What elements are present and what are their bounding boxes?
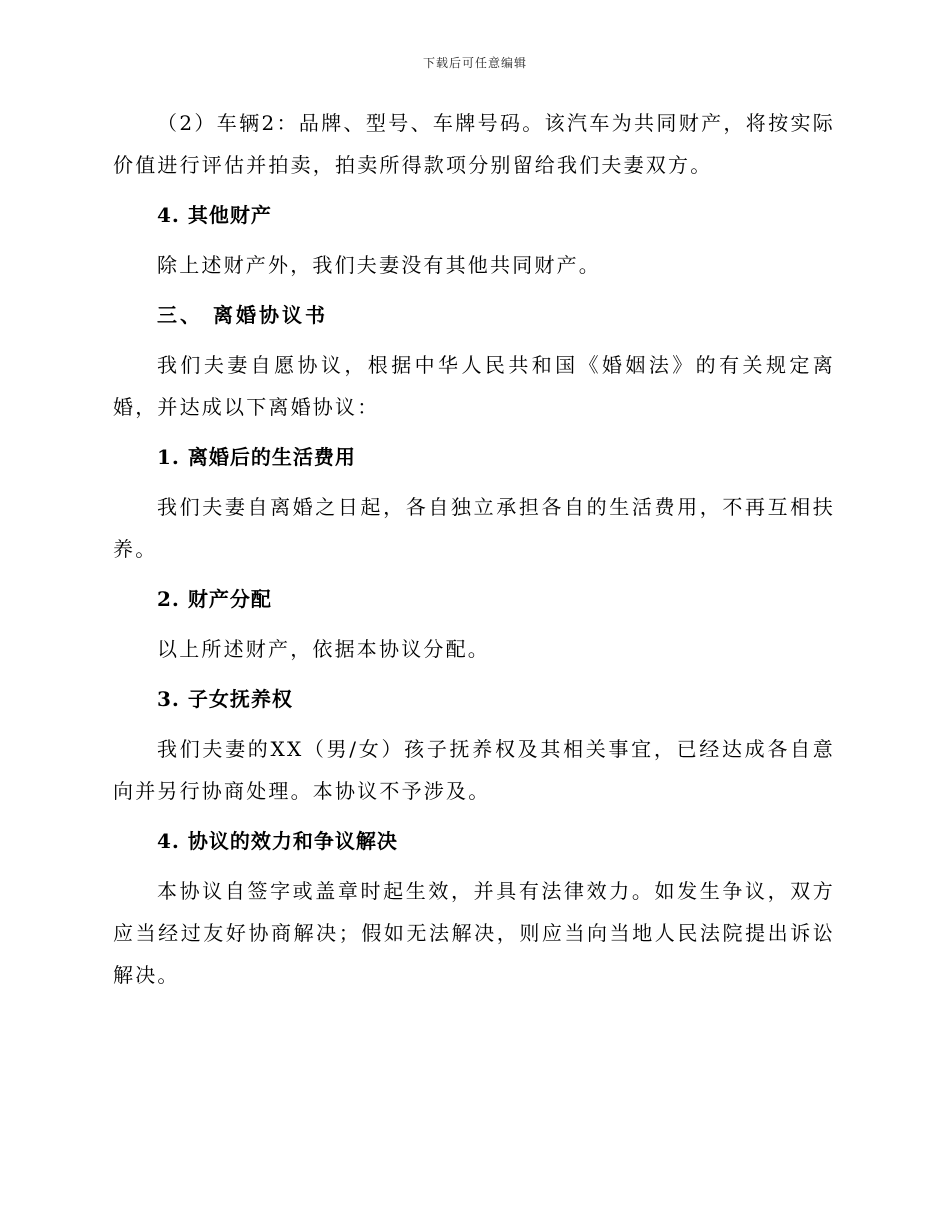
paragraph-validity-disputes: 本协议自签字或盖章时起生效，并具有法律效力。如发生争议，双方应当经过友好协商解决；假如无法解决，则应当向当地人民法院提出诉讼解决。 bbox=[113, 879, 835, 987]
paragraph-property-distribution: 以上所述财产，依据本协议分配。 bbox=[157, 637, 490, 661]
heading-validity-disputes: 4. 协议的效力和争议解决 bbox=[157, 829, 398, 853]
document-body bbox=[113, 102, 835, 1004]
heading-other-property: 4. 其他财产 bbox=[157, 203, 272, 227]
heading-child-custody: 3. 子女抚养权 bbox=[157, 687, 293, 711]
page-header: 下载后可任意编辑 bbox=[422, 56, 527, 70]
paragraph-agreement-intro: 我们夫妻自愿协议，根据中华人民共和国《婚姻法》的有关规定离婚，并达成以下离婚协议： bbox=[113, 353, 835, 419]
heading-living-expenses: 1. 离婚后的生活费用 bbox=[157, 445, 356, 469]
paragraph-vehicle-2: （2）车辆2：品牌、型号、车牌号码。该汽车为共同财产，将按实际价值进行评估并拍卖，拍卖所得款项分别留给我们夫妻双方。 bbox=[113, 111, 835, 177]
heading-property-distribution: 2. 财产分配 bbox=[157, 587, 272, 611]
paragraph-child-custody: 我们夫妻的XX（男/女）孩子抚养权及其相关事宜，已经达成各自意向并另行协商处理。本协议不予涉及。 bbox=[113, 737, 835, 803]
paragraph-no-other-property: 除上述财产外，我们夫妻没有其他共同财产。 bbox=[157, 253, 601, 277]
heading-divorce-agreement: 三、 离婚协议书 bbox=[157, 303, 328, 327]
paragraph-living-expenses: 我们夫妻自离婚之日起，各自独立承担各自的生活费用，不再互相扶养。 bbox=[113, 495, 835, 561]
